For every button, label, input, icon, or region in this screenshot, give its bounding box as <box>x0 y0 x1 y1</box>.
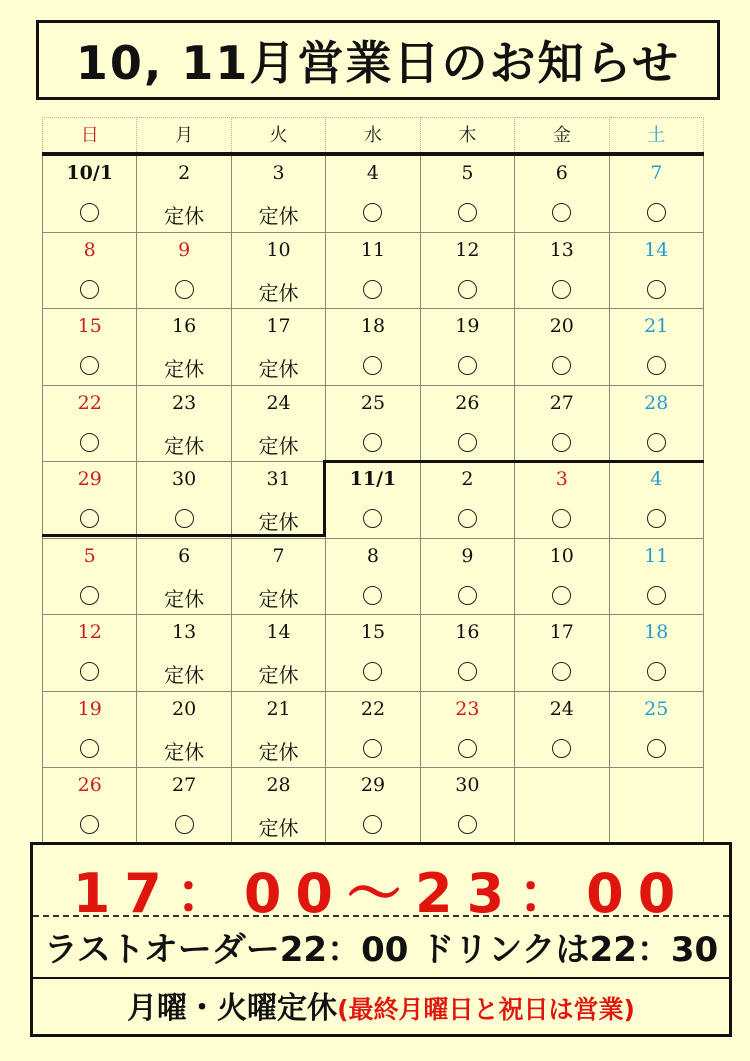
closed-days-note: (最終月曜日と祝日は営業) <box>337 995 635 1024</box>
day-number: 5 <box>461 162 474 184</box>
day-number: 6 <box>178 544 191 567</box>
day-number: 8 <box>366 544 380 567</box>
weekday-header-cell: 木 <box>421 117 515 152</box>
calendar-day-cell <box>326 462 420 539</box>
calendar-week-row <box>42 156 704 233</box>
day-number: 9 <box>461 544 474 567</box>
day-number: 4 <box>650 468 663 490</box>
closed-day-label: 定休 <box>258 663 299 687</box>
closed-day-label: 定休 <box>164 739 205 764</box>
day-number: 2 <box>461 468 474 490</box>
calendar-day-cell <box>42 386 137 463</box>
closed-day-label: 定休 <box>164 433 205 458</box>
calendar-day-cell <box>421 692 515 769</box>
open-day-mark <box>515 659 608 686</box>
open-circle-icon <box>458 509 477 528</box>
open-circle-icon <box>363 280 382 299</box>
day-number: 22 <box>360 697 386 720</box>
calendar-day-cell <box>232 462 326 539</box>
day-number: 20 <box>549 315 574 337</box>
calendar-day-cell <box>421 233 515 310</box>
calendar-day-cell <box>515 156 609 233</box>
calendar-day-cell <box>421 539 515 616</box>
day-number: 22 <box>77 391 102 414</box>
open-circle-icon <box>363 203 382 222</box>
day-number: 30 <box>172 468 197 490</box>
open-day-mark <box>610 200 703 227</box>
open-circle-icon <box>647 586 666 605</box>
calendar-day-cell <box>610 615 704 692</box>
open-circle-icon <box>363 662 382 681</box>
closed-days-row <box>33 983 729 1033</box>
calendar-day-cell <box>515 462 609 539</box>
calendar-day-cell <box>232 692 326 769</box>
open-day-mark <box>515 277 608 304</box>
calendar-day-cell <box>137 462 231 539</box>
calendar-week-row <box>42 233 704 310</box>
day-number: 8 <box>83 238 96 261</box>
calendar-week-row <box>42 692 704 769</box>
closed-day-label: 定休 <box>258 204 299 228</box>
calendar-day-cell <box>42 539 137 616</box>
open-day-mark <box>421 506 514 533</box>
open-day-mark <box>610 583 703 610</box>
open-circle-icon <box>647 203 666 222</box>
calendar-day-cell <box>421 462 515 539</box>
calendar-day-cell <box>515 233 609 310</box>
open-circle-icon <box>363 509 382 528</box>
closed-day-label: 定休 <box>258 739 299 764</box>
calendar-day-cell <box>610 768 704 845</box>
open-day-mark <box>326 583 419 610</box>
day-number: 2 <box>178 162 191 184</box>
open-day-mark <box>610 659 703 686</box>
day-number: 10/1 <box>66 162 114 184</box>
open-circle-icon <box>458 356 477 375</box>
open-day-mark <box>421 277 514 304</box>
calendar-day-cell <box>515 386 609 463</box>
calendar-day-cell <box>42 233 137 310</box>
calendar-day-cell <box>515 539 609 616</box>
open-day-mark <box>610 506 703 533</box>
open-day-mark <box>515 736 608 763</box>
calendar-week-row <box>42 386 704 463</box>
open-day-mark <box>43 506 136 533</box>
open-circle-icon <box>458 280 477 299</box>
calendar-day-cell <box>326 768 420 845</box>
open-circle-icon <box>458 662 477 681</box>
calendar-day-cell <box>326 539 420 616</box>
open-day-mark <box>610 430 703 457</box>
open-circle-icon <box>458 739 477 758</box>
calendar-week-row <box>42 615 704 692</box>
open-circle-icon <box>80 815 99 834</box>
calendar-week-row <box>42 309 704 386</box>
calendar-day-cell <box>137 386 231 463</box>
day-number: 10 <box>266 238 291 261</box>
open-day-mark <box>421 812 514 839</box>
day-number: 27 <box>172 774 197 796</box>
open-circle-icon <box>80 509 99 528</box>
calendar-day-cell <box>515 615 609 692</box>
open-circle-icon <box>458 815 477 834</box>
open-circle-icon <box>175 815 194 834</box>
open-circle-icon <box>363 356 382 375</box>
business-hours: 17：00〜23：00 <box>72 862 690 925</box>
day-number: 3 <box>272 162 285 184</box>
day-number: 21 <box>266 697 291 720</box>
dashed-divider <box>33 915 729 917</box>
open-day-mark <box>421 736 514 763</box>
open-circle-icon <box>363 433 382 452</box>
open-circle-icon <box>552 509 571 528</box>
open-day-mark <box>326 200 419 227</box>
calendar-day-cell <box>137 615 231 692</box>
day-number: 7 <box>272 544 285 567</box>
calendar-day-cell <box>610 539 704 616</box>
open-day-mark <box>43 430 136 457</box>
open-day-mark <box>326 430 419 457</box>
day-number: 12 <box>455 238 480 261</box>
open-day-mark <box>326 506 419 533</box>
calendar-day-cell <box>421 309 515 386</box>
open-circle-icon <box>647 509 666 528</box>
calendar-day-cell <box>137 156 231 233</box>
calendar-day-cell <box>232 615 326 692</box>
last-order-text: ラストオーダー22：00 ドリンクは22：30 <box>43 930 719 970</box>
day-number: 12 <box>77 621 102 643</box>
open-day-mark <box>515 430 608 457</box>
weekday-header-cell: 水 <box>326 117 420 152</box>
open-day-mark <box>326 353 419 380</box>
calendar-day-cell <box>326 233 420 310</box>
weekday-header-cell: 土 <box>610 117 704 152</box>
calendar-day-cell <box>232 539 326 616</box>
calendar-day-cell <box>232 768 326 845</box>
day-number: 29 <box>77 468 102 490</box>
closed-day-label: 定休 <box>258 280 299 305</box>
calendar-day-cell <box>137 539 231 616</box>
day-number: 28 <box>644 391 669 414</box>
closed-day-label: 定休 <box>258 433 299 458</box>
day-number: 16 <box>172 315 197 337</box>
closed-day-label: 定休 <box>164 357 205 381</box>
open-circle-icon <box>552 662 571 681</box>
day-number: 11/1 <box>349 468 397 490</box>
open-day-mark <box>421 353 514 380</box>
open-circle-icon <box>175 280 194 299</box>
open-day-mark <box>43 812 136 839</box>
day-number: 13 <box>549 238 574 261</box>
weekday-header-cell: 月 <box>137 117 231 152</box>
open-circle-icon <box>363 815 382 834</box>
open-day-mark <box>610 353 703 380</box>
calendar-day-cell <box>610 309 704 386</box>
calendar-day-cell <box>137 692 231 769</box>
day-number: 6 <box>555 162 568 184</box>
day-number: 13 <box>172 621 197 643</box>
open-circle-icon <box>458 433 477 452</box>
calendar-day-cell <box>42 768 137 845</box>
day-number: 27 <box>549 391 574 414</box>
month-boundary-bottom <box>42 534 326 537</box>
closed-day-label: 定休 <box>258 357 299 381</box>
open-day-mark <box>326 277 419 304</box>
open-circle-icon <box>647 280 666 299</box>
calendar-day-cell <box>610 462 704 539</box>
open-day-mark <box>43 200 136 227</box>
day-number: 28 <box>266 774 291 796</box>
weekday-header <box>42 117 704 152</box>
calendar-day-cell <box>610 692 704 769</box>
open-day-mark <box>43 277 136 304</box>
open-day-mark <box>43 583 136 610</box>
calendar-day-cell <box>326 156 420 233</box>
calendar-day-cell <box>42 462 137 539</box>
day-number: 23 <box>172 391 197 414</box>
calendar-day-cell <box>137 309 231 386</box>
open-day-mark <box>610 736 703 763</box>
open-circle-icon <box>552 739 571 758</box>
day-number: 17 <box>549 621 574 643</box>
calendar-day-cell <box>232 309 326 386</box>
calendar-week-row <box>42 768 704 845</box>
day-number: 11 <box>644 544 669 567</box>
weekday-header-cell: 金 <box>515 117 609 152</box>
day-number: 15 <box>360 621 386 643</box>
closed-day-label: 定休 <box>164 586 205 611</box>
calendar-day-cell <box>515 692 609 769</box>
calendar-day-cell <box>42 156 137 233</box>
open-circle-icon <box>80 203 99 222</box>
month-boundary-vertical <box>323 460 326 537</box>
open-day-mark <box>610 277 703 304</box>
day-number: 18 <box>644 621 669 643</box>
calendar-day-cell <box>610 386 704 463</box>
closed-day-label: 定休 <box>258 510 299 534</box>
day-number: 15 <box>77 315 102 337</box>
calendar-day-cell <box>610 233 704 310</box>
business-hours-box <box>30 842 732 1037</box>
day-number: 14 <box>644 238 669 261</box>
open-day-mark <box>515 583 608 610</box>
day-number: 7 <box>650 162 663 184</box>
open-day-mark <box>515 353 608 380</box>
open-circle-icon <box>80 662 99 681</box>
calendar-day-cell <box>137 233 231 310</box>
calendar-day-cell <box>326 386 420 463</box>
calendar-day-cell <box>137 768 231 845</box>
open-circle-icon <box>552 280 571 299</box>
open-circle-icon <box>647 356 666 375</box>
open-day-mark <box>43 659 136 686</box>
calendar-day-cell <box>42 309 137 386</box>
calendar-weeks <box>42 156 704 845</box>
calendar-day-cell <box>232 156 326 233</box>
day-number: 17 <box>266 315 291 337</box>
weekday-header-cell: 火 <box>232 117 326 152</box>
day-number: 10 <box>549 544 574 567</box>
open-circle-icon <box>363 586 382 605</box>
title-banner <box>36 20 720 100</box>
closed-day-label: 定休 <box>258 586 299 611</box>
open-circle-icon <box>175 509 194 528</box>
day-number: 3 <box>555 468 568 490</box>
open-day-mark <box>43 736 136 763</box>
weekday-header-cell: 日 <box>42 117 137 152</box>
open-day-mark <box>326 736 419 763</box>
day-number: 19 <box>77 697 102 720</box>
calendar-day-cell <box>42 692 137 769</box>
open-circle-icon <box>647 739 666 758</box>
day-number: 5 <box>83 544 96 567</box>
open-circle-icon <box>363 739 382 758</box>
day-number: 31 <box>266 468 291 490</box>
open-day-mark <box>326 659 419 686</box>
open-circle-icon <box>552 356 571 375</box>
open-day-mark <box>421 583 514 610</box>
calendar-day-cell <box>421 156 515 233</box>
calendar-day-cell <box>232 386 326 463</box>
day-number: 9 <box>178 238 191 261</box>
open-circle-icon <box>80 586 99 605</box>
business-calendar <box>42 117 704 845</box>
day-number: 29 <box>360 774 386 796</box>
open-circle-icon <box>80 280 99 299</box>
day-number: 26 <box>455 391 480 414</box>
day-number: 23 <box>455 697 480 720</box>
open-circle-icon <box>552 586 571 605</box>
solid-divider <box>33 977 729 979</box>
calendar-day-cell <box>515 309 609 386</box>
open-day-mark <box>43 353 136 380</box>
closed-day-label: 定休 <box>164 204 205 228</box>
open-day-mark <box>515 200 608 227</box>
day-number: 20 <box>172 697 197 720</box>
day-number: 24 <box>266 391 291 414</box>
calendar-day-cell <box>42 615 137 692</box>
calendar-day-cell <box>421 386 515 463</box>
closed-day-label: 定休 <box>164 663 205 687</box>
open-circle-icon <box>80 356 99 375</box>
calendar-day-cell <box>326 692 420 769</box>
day-number: 16 <box>455 621 480 643</box>
open-circle-icon <box>458 586 477 605</box>
calendar-day-cell <box>515 768 609 845</box>
day-number: 18 <box>360 315 386 337</box>
day-number: 21 <box>644 315 669 337</box>
calendar-day-cell <box>421 768 515 845</box>
open-day-mark <box>137 506 230 533</box>
open-day-mark <box>515 506 608 533</box>
open-day-mark <box>137 812 230 839</box>
day-number: 30 <box>455 774 480 796</box>
calendar-day-cell <box>610 156 704 233</box>
open-circle-icon <box>458 203 477 222</box>
day-number: 24 <box>549 697 574 720</box>
calendar-week-row <box>42 539 704 616</box>
page-title: 10, 11月営業日のお知らせ <box>75 36 681 90</box>
closed-day-label: 定休 <box>258 816 299 840</box>
day-number: 25 <box>360 391 386 414</box>
month-boundary-top <box>325 460 704 463</box>
day-number: 14 <box>266 621 291 643</box>
day-number: 19 <box>455 315 480 337</box>
open-circle-icon <box>80 433 99 452</box>
open-day-mark <box>421 200 514 227</box>
closed-days-text: 月曜・火曜定休 <box>127 991 338 1026</box>
day-number: 25 <box>644 697 669 720</box>
open-day-mark <box>137 277 230 304</box>
day-number: 26 <box>77 774 102 796</box>
calendar-day-cell <box>326 615 420 692</box>
open-day-mark <box>421 659 514 686</box>
open-circle-icon <box>80 739 99 758</box>
calendar-day-cell <box>326 309 420 386</box>
open-day-mark <box>421 430 514 457</box>
open-circle-icon <box>647 662 666 681</box>
day-number: 11 <box>360 238 386 261</box>
calendar-day-cell <box>232 233 326 310</box>
open-circle-icon <box>647 433 666 452</box>
open-day-mark <box>326 812 419 839</box>
calendar-day-cell <box>421 615 515 692</box>
open-circle-icon <box>552 203 571 222</box>
day-number: 4 <box>366 162 380 184</box>
calendar-week-row <box>42 462 704 539</box>
open-circle-icon <box>552 433 571 452</box>
